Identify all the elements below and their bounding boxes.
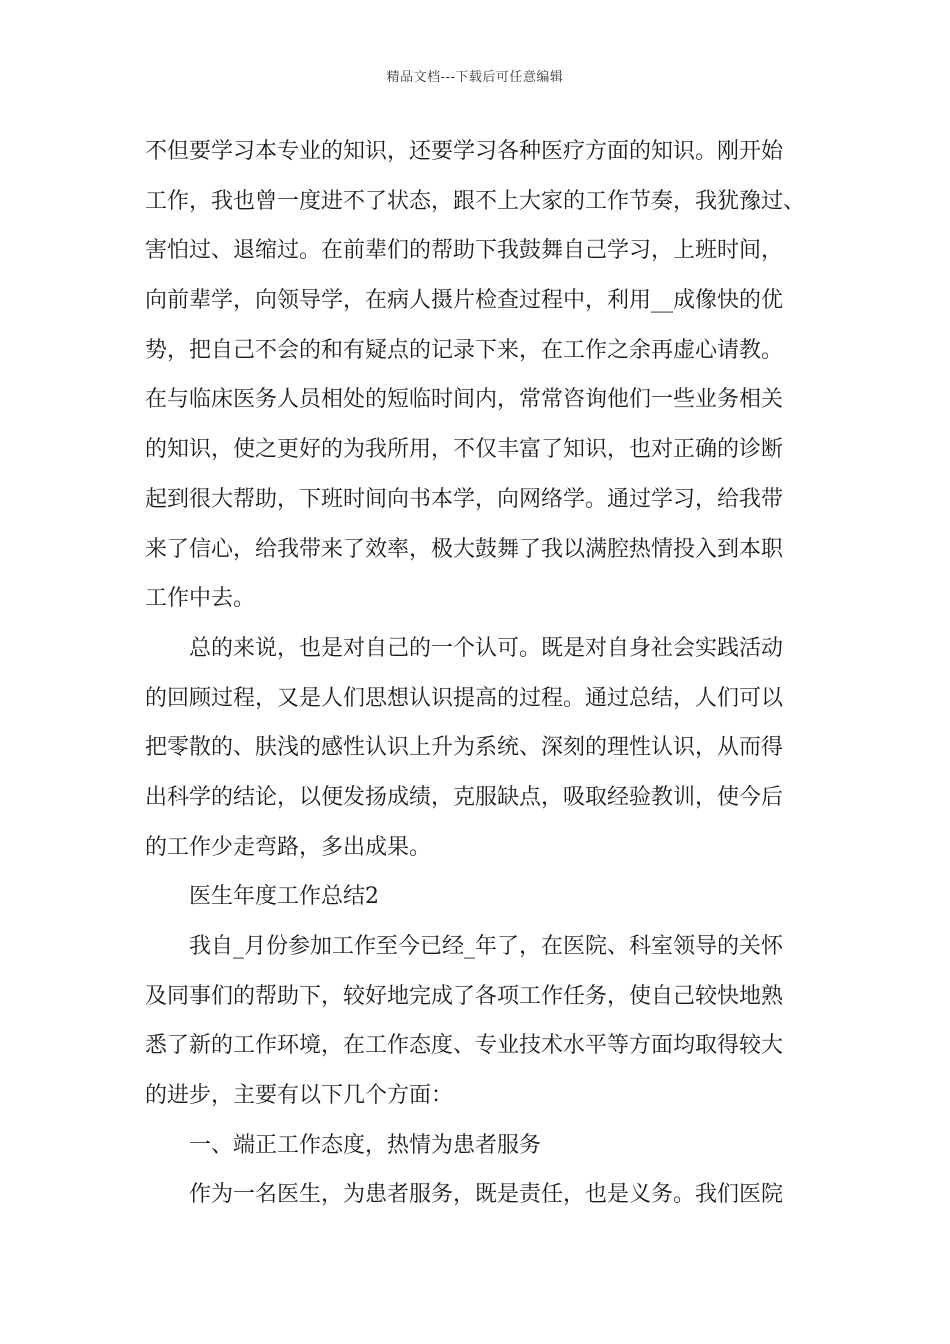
text-line: 的回顾过程，又是人们思想认识提高的过程。通过总结，人们可以 <box>145 685 784 711</box>
text-line: 向前辈学，向领导学，在病人摄片检查过程中，利用__成像快的优 <box>145 288 784 314</box>
text-line: 的工作少走弯路，多出成果。 <box>145 834 432 860</box>
text-line: 在与临床医务人员相处的短临时间内，常常咨询他们一些业务相关 <box>145 387 784 413</box>
text-line: 来了信心，给我带来了效率，极大鼓舞了我以满腔热情投入到本职 <box>145 536 784 562</box>
text-line: 的知识，使之更好的为我所用，不仅丰富了知识，也对正确的诊断 <box>145 437 784 463</box>
text-line: 工作，我也曾一度进不了状态，跟不上大家的工作节奏，我犹豫过、 <box>145 188 806 214</box>
text-line: 把零散的、肤浅的感性认识上升为系统、深刻的理性认识，从而得 <box>145 735 784 761</box>
page-header: 精品文档---下载后可任意编辑 <box>386 70 564 85</box>
text-line: 作为一名医生，为患者服务，既是责任，也是义务。我们医院 <box>189 1182 784 1208</box>
text-line: 及同事们的帮助下，较好地完成了各项工作任务，使自己较快地熟 <box>145 983 784 1009</box>
text-line: 工作中去。 <box>145 586 256 612</box>
text-line: 的进步，主要有以下几个方面： <box>145 1083 454 1109</box>
text-line: 害怕过、退缩过。在前辈们的帮助下我鼓舞自己学习，上班时间， <box>145 238 784 264</box>
text-line: 总的来说，也是对自己的一个认可。既是对自身社会实践活动 <box>189 635 784 661</box>
text-line: 出科学的结论，以便发扬成绩，克服缺点，吸取经验教训，使今后 <box>145 784 784 810</box>
text-line: 不但要学习本专业的知识，还要学习各种医疗方面的知识。刚开始 <box>145 139 784 164</box>
text-line: 起到很大帮助，下班时间向书本学，向网络学。通过学习，给我带 <box>145 486 784 512</box>
document-body <box>145 127 815 1220</box>
text-line: 势，把自己不会的和有疑点的记录下来，在工作之余再虚心请教。 <box>145 337 784 363</box>
text-line: 我自_月份参加工作至今已经_年了，在医院、科室领导的关怀 <box>189 934 784 959</box>
text-line: 悉了新的工作环境，在工作态度、专业技术水平等方面均取得较大 <box>145 1033 784 1059</box>
text-line: 一、端正工作态度，热情为患者服务 <box>189 1132 542 1158</box>
text-line: 医生年度工作总结2 <box>189 884 379 910</box>
